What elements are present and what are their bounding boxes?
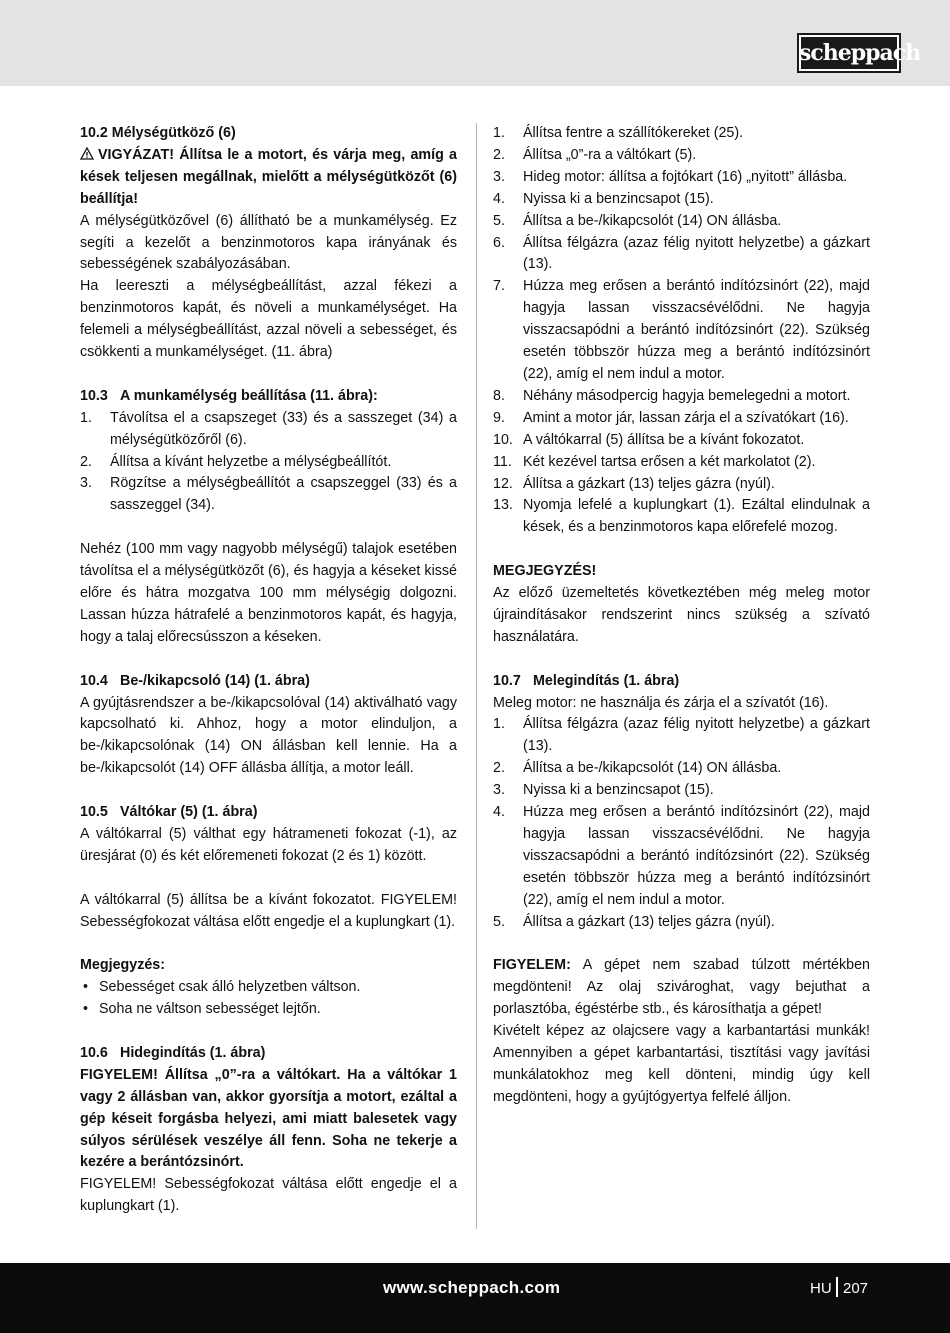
section-10-2-title: 10.2 Mélységütköző (6)	[80, 125, 236, 141]
caution-label: FIGYELEM:	[493, 957, 571, 974]
list-item: 6. Állítsa félgázra (azaz félig nyitott helyzetbe) a gázkart (13).	[493, 234, 870, 273]
language-code: HU	[810, 1280, 832, 1297]
section-10-2-paragraph-1: A mélységütközővel (6) állítható be a munkamélység. Ez segíti a kezelőt a benzinmotoros kapa irányának és sebességének szabályozásában.	[80, 212, 457, 273]
section-10-3-steps	[80, 408, 457, 518]
note-bullets	[80, 977, 457, 1021]
list-item: 11. Két kezével tartsa erősen a két markolatot (2).	[493, 453, 816, 470]
section-10-5-paragraph-1: A váltókarral (5) válthat egy hátrameneti fokozat (-1), az üresjárat (0) és két előremeneti fokozat (2 és 1) között.	[80, 825, 457, 864]
section-number: 10.3	[80, 387, 108, 404]
list-item: 5. Állítsa a gázkart (13) teljes gázra (nyúl).	[493, 913, 775, 930]
caution-paragraph-2: Kivételt képez az olajcsere vagy a karbantartási munkák! Amennyiben a gépet karbantartási, tisztítási vagy javítási munkálatokhoz meg kell dönteni, mindig úgy kell megdönteni, hogy a gyújtógyertya felfelé álljon.	[493, 1023, 870, 1105]
section-10-7-heading: 10.7 Melegindítás (1. ábra)	[493, 672, 680, 689]
list-item: 1. Állítsa fentre a szállítókereket (25).	[493, 125, 744, 141]
list-item: 1. Állítsa félgázra (azaz félig nyitott helyzetbe) a gázkart (13).	[493, 716, 870, 755]
list-item: 1. Távolítsa el a csapszeget (33) és a sasszeget (34) a mélységütközőről (6).	[80, 409, 457, 448]
list-item: 4. Húzza meg erősen a berántó indítózsinórt (22), majd hagyja lassan visszacsévélődni. Ne hagyja visszacsapódni a berántó indítózsinórt (22). Szükség esetén többször húzza meg a berántó indítózsinórt (22), amíg el nem indul a motor.	[493, 804, 870, 908]
list-item: 5. Állítsa a be-/kikapcsolót (14) ON állásba.	[493, 212, 782, 229]
section-title: A munkamélység beállítása (11. ábra):	[120, 387, 378, 404]
section-10-3-heading	[80, 386, 457, 408]
list-item: 3. Hideg motor: állítsa a fojtókart (16) „nyitott” állásba.	[493, 168, 848, 185]
caution-text: A gépet nem szabad túlzott mértékben megdönteni! Az olaj szivároghat, vagy bejuthat a porlasztóba, égéstérbe stb., és károsíthatja a gépet!	[493, 957, 870, 1018]
footer-separator	[836, 1277, 838, 1297]
section-10-2-warning	[80, 145, 457, 211]
page-number: 207	[843, 1280, 869, 1297]
section-10-6-paragraph: FIGYELEM! Sebességfokozat váltása előtt engedje el a kuplungkart (1).	[80, 1176, 457, 1215]
list-item: • Soha ne váltson sebességet lejtőn.	[83, 1001, 321, 1018]
section-10-4-heading: 10.4 Be-/kikapcsoló (14) (1. ábra)	[80, 672, 310, 689]
list-item: 9. Amint a motor jár, lassan zárja el a szívatókart (16).	[493, 409, 849, 426]
note-title: MEGJEGYZÉS!	[493, 563, 597, 580]
right-column	[493, 123, 870, 1109]
section-10-5-heading: 10.5 Váltókar (5) (1. ábra)	[80, 804, 258, 821]
page-footer	[0, 1263, 950, 1333]
section-10-2-paragraph-2: Ha leereszti a mélységbeállítást, azzal fékezi a benzinmotoros kapát, és növeli a munkamélységet. Ha felemeli a mélységbeállítást, azzal növeli a sebességet, és csökkenti a munkamélységet. (11. ábra)	[80, 278, 457, 361]
scheppach-logo: scheppach	[797, 33, 901, 73]
section-10-7-intro: Meleg motor: ne használja és zárja el a szívatót (16).	[493, 694, 829, 711]
warm-start-steps	[493, 714, 870, 933]
list-item: • Sebességet csak álló helyzetben váltson.	[83, 979, 361, 996]
list-item: 13. Nyomja lefelé a kuplungkart (1). Ezáltal elindulnak a kések, és a benzinmotoros kapa előrefelé mozog.	[493, 497, 870, 536]
list-item: 12. Állítsa a gázkart (13) teljes gázra (nyúl).	[493, 475, 775, 492]
section-10-6-heading: 10.6 Hidegindítás (1. ábra)	[80, 1044, 266, 1061]
list-item: 2. Állítsa a be-/kikapcsolót (14) ON állásba.	[493, 760, 782, 777]
list-item: 3. Nyissa ki a benzincsapot (15).	[493, 782, 714, 799]
list-item: 8. Néhány másodpercig hagyja bemelegedni a motort.	[493, 387, 851, 404]
caution-paragraph	[493, 955, 870, 1021]
warning-text: VIGYÁZAT! Állítsa le a motort, és várja meg, amíg a kések teljesen megállnak, mielőtt a mélységütközőt (6) beállítja!	[80, 146, 457, 207]
page-header	[0, 0, 950, 86]
list-item: 7. Húzza meg erősen a berántó indítózsinórt (22), majd hagyja lassan visszacsévélődni. Ne hagyja visszacsapódni a berántó indítózsinórt (22). Szükség esetén többször húzza meg a berántó indítózsinórt (22), amíg el nem indul a motor.	[493, 278, 870, 382]
section-10-6-warning: FIGYELEM! Állítsa „0”-ra a váltókart. Ha a váltókar 1 vagy 2 állásban van, akkor gyorsítja a motort, ezáltal a gép késeit forgásba helyezi, ami miatt balesetek vagy súlyos sérülések veszélye áll fenn. Soha ne tekerje a kezére a berántózsinórt.	[80, 1066, 457, 1171]
warning-icon	[80, 147, 94, 160]
note-title: Megjegyzés:	[80, 957, 166, 974]
list-item: 4. Nyissa ki a benzincsapot (15).	[493, 190, 714, 207]
list-item: 2. Állítsa „0”-ra a váltókart (5).	[493, 146, 697, 163]
column-divider	[476, 123, 477, 1229]
left-column	[80, 123, 457, 1218]
section-10-5-paragraph-2: A váltókarral (5) állítsa be a kívánt fokozatot. FIGYELEM! Sebességfokozat váltása előtt engedje el a kuplungkart (1).	[80, 891, 457, 930]
section-10-4-paragraph: A gyújtásrendszer a be-/kikapcsolóval (14) aktiválható vagy kapcsolható ki. Ahhoz, hogy a motor elinduljon, a be-/kikapcsolónak (14) ON állásban kell lennie. Ha a be-/kikapcsolót (14) OFF állásba állítja, a motor leáll.	[80, 694, 457, 777]
note-text: Az előző üzemeltetés következtében még meleg motor újraindításakor rendszerint nincs szükség a szívató használatára.	[493, 585, 870, 645]
list-item: 3. Rögzítse a mélységbeállítót a csapszeggel (33) és a sasszeggel (34).	[80, 475, 457, 514]
section-10-3-paragraph: Nehéz (100 mm vagy nagyobb mélységű) talajok esetében távolítsa el a mélységütközőt (6), és hagyja a késeket kissé előre és hátra mozgatva 100 mm mélységig dolgozni. Lassan húzza hátrafelé a benzinmotoros kapát, és hagyja, hogy a talaj előrecsússzon a késeken.	[80, 541, 457, 645]
list-item: 10. A váltókarral (5) állítsa be a kívánt fokozatot.	[493, 431, 805, 448]
cold-start-steps	[493, 123, 870, 539]
list-item: 2. Állítsa a kívánt helyzetbe a mélységbeállítót.	[80, 453, 392, 470]
website-link[interactable]: www.scheppach.com	[383, 1278, 561, 1297]
